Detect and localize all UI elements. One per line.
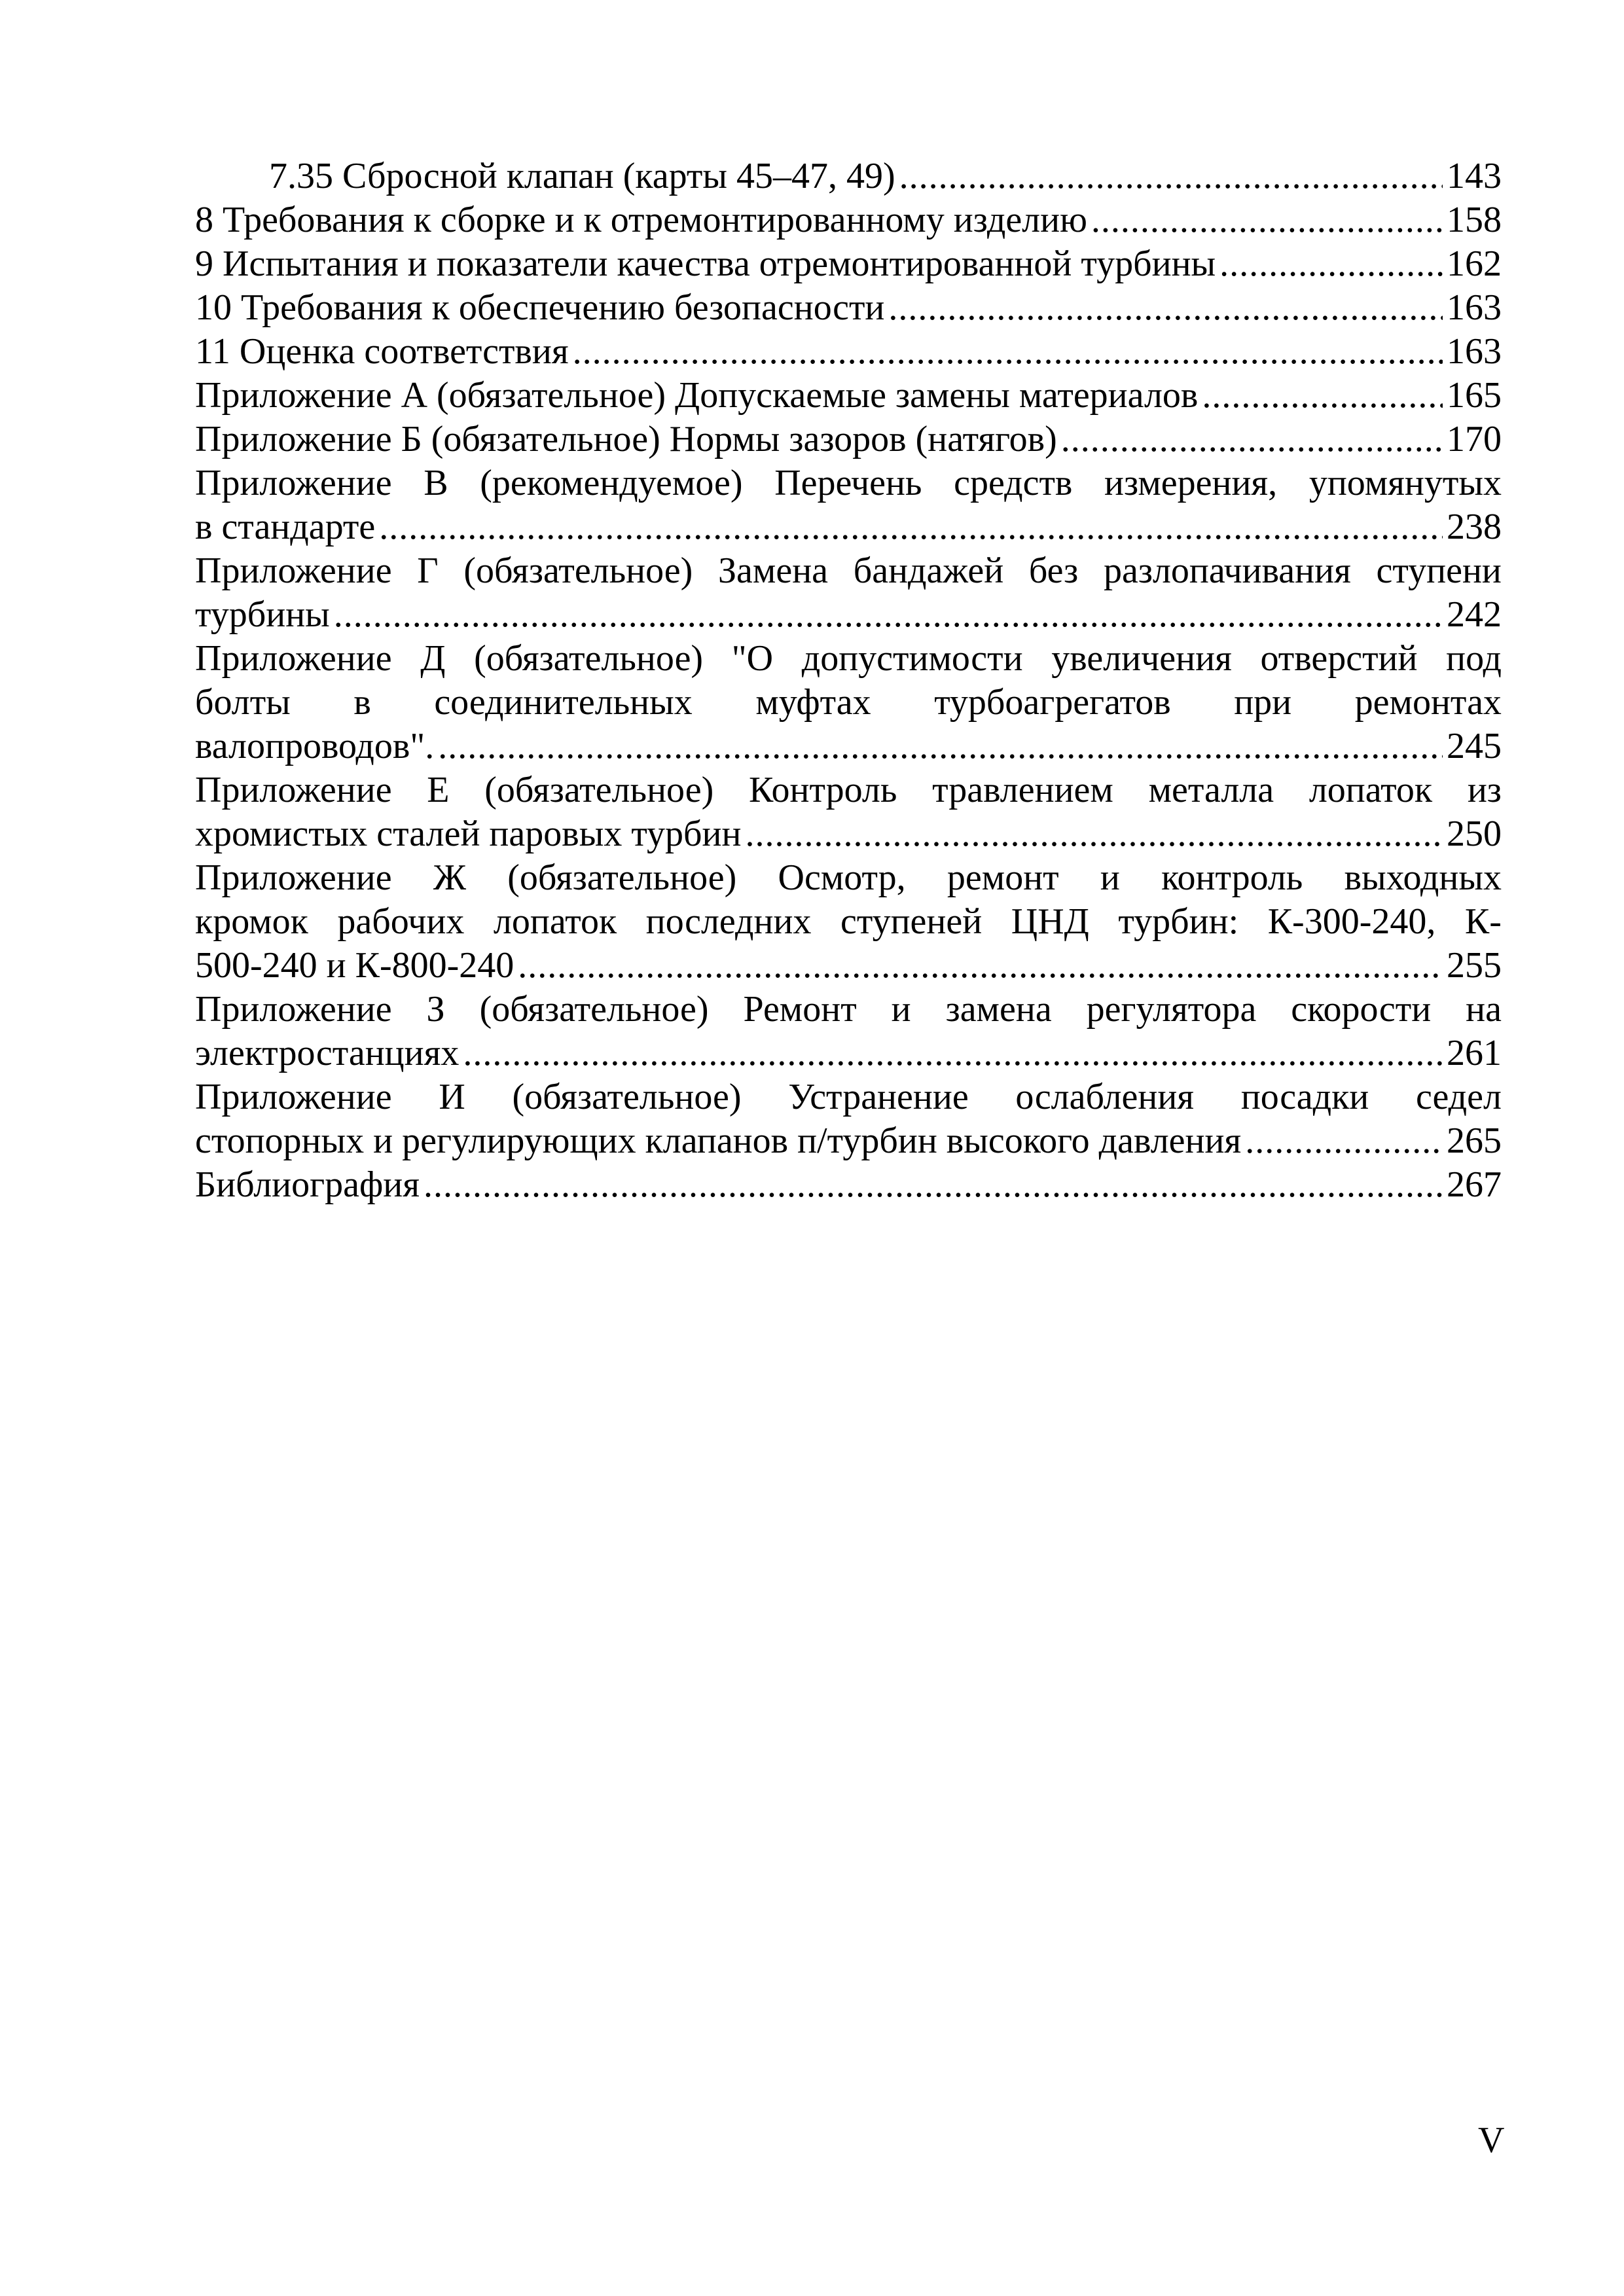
toc-entry-word: средств [954,463,1073,503]
toc-entry[interactable] [195,1075,1502,1163]
toc-entry-title: 9 Испытания и показатели качества отремонтированной турбины [195,243,1216,284]
toc-entry-word: на [1466,989,1502,1030]
toc-entry[interactable] [195,768,1502,856]
dot-leader [518,944,1443,988]
toc-entry-word: измерения, [1104,463,1278,503]
toc-entry-word: (обязательное) [474,638,704,679]
toc-entry-title: в стандарте [195,507,376,547]
toc-entry[interactable] [195,461,1502,549]
toc-entry-page-number: 250 [1447,814,1502,854]
toc-entry-word: ослабления [1015,1077,1195,1117]
toc-entry-line [195,944,1502,988]
toc-entry-title: 500-240 и К-800-240 [195,945,514,986]
toc-entry[interactable] [195,418,1502,461]
toc-entry[interactable] [195,330,1502,374]
toc-entry-page-number: 261 [1447,1033,1502,1073]
toc-entry-word: Ремонт [743,989,857,1030]
toc-entry-word: Приложение [195,770,392,810]
toc-entry-word: скорости [1291,989,1432,1030]
toc-entry-line [195,812,1502,856]
toc-entry-word: (обязательное) [463,550,693,591]
toc-entry-title: валопроводов". [195,726,435,766]
toc-entry-title: электростанциях [195,1033,460,1073]
toc-entry[interactable] [195,856,1502,988]
toc-entry[interactable] [195,1163,1502,1207]
toc-entry-page-number: 163 [1447,287,1502,328]
toc-entry-word: из [1467,770,1502,810]
toc-entry-word: (рекомендуемое) [480,463,743,503]
dot-leader [899,154,1443,198]
toc-entry-word: (обязательное) [507,857,737,898]
toc-entry-title: турбины [195,594,330,635]
dot-leader [1061,418,1443,461]
toc-entry-word: болты [195,682,291,723]
toc-entry-page-number: 245 [1447,726,1502,766]
toc-entry-word: Контроль [748,770,897,810]
toc-entry-word: Приложение [195,550,392,591]
toc-entry-word: лопаток [1308,770,1433,810]
toc-entry-word: муфтах [755,682,871,723]
dot-leader [1245,1119,1443,1163]
toc-entry-word: кромок [195,901,308,942]
toc-entry-word: допустимости [801,638,1023,679]
toc-entry-word: выходных [1344,857,1502,898]
dot-leader [1219,242,1443,286]
toc-entry-word: рабочих [337,901,465,942]
toc-entry-word: (обязательное) [479,989,709,1030]
dot-leader [379,505,1443,549]
toc-entry-line [195,1075,1502,1119]
toc-entry-word: под [1446,638,1502,679]
toc-entry[interactable] [195,286,1502,330]
toc-entry[interactable] [195,242,1502,286]
toc-entry-page-number: 255 [1447,945,1502,986]
toc-entry-title: 10 Требования к обеспечению безопасности [195,287,885,328]
toc-entry-page-number: 143 [1447,156,1502,196]
toc-entry-line [195,242,1502,286]
toc-entry-word: упомянутых [1308,463,1502,503]
toc-entry-word: контроль [1161,857,1303,898]
toc-entry-line [195,549,1502,593]
toc-entry-word: турбин: [1118,901,1239,942]
toc-entry-line [195,768,1502,812]
toc-entry-line [195,681,1502,725]
toc-entry-line [195,374,1502,418]
toc-entry-line [195,988,1502,1031]
toc-entry[interactable] [195,549,1502,637]
toc-entry-word: ступени [1376,550,1502,591]
toc-entry-word: турбоагрегатов [934,682,1171,723]
toc-entry-page-number: 267 [1447,1164,1502,1205]
toc-entry-word: В [424,463,448,503]
toc-entry-word: регулятора [1086,989,1257,1030]
toc-entry-word: и [1100,857,1120,898]
toc-entry-word: Д [420,638,446,679]
toc-entry-line [195,1031,1502,1075]
toc-entry-page-number: 265 [1447,1121,1502,1161]
toc-entry-word: К- [1464,901,1502,942]
dot-leader [573,330,1443,374]
toc-entry-word: Приложение [195,857,392,898]
toc-entry-word: седел [1416,1077,1502,1117]
toc-entry-line [195,461,1502,505]
toc-entry-page-number: 158 [1447,200,1502,240]
toc-entry-title: Библиография [195,1164,420,1205]
table-of-contents [195,154,1502,1207]
toc-entry-word: последних [645,901,812,942]
toc-entry-line [195,856,1502,900]
toc-entry[interactable] [195,637,1502,768]
toc-entry-word: металла [1148,770,1274,810]
toc-entry-word: ремонт [947,857,1059,898]
dot-leader [888,286,1443,330]
dot-leader [334,593,1443,637]
toc-entry-title: 8 Требования к сборке и к отремонтированному изделию [195,200,1087,240]
toc-entry-page-number: 163 [1447,331,1502,372]
toc-entry-word: травлением [932,770,1113,810]
toc-entry-title: Приложение Б (обязательное) Нормы зазоров (натягов) [195,419,1057,459]
toc-entry-line [195,418,1502,461]
toc-entry-line [195,198,1502,242]
toc-entry-page-number: 162 [1447,243,1502,284]
toc-entry[interactable] [195,154,1502,198]
toc-entry-word: Е [427,770,450,810]
toc-entry-word: разлопачивания [1103,550,1351,591]
toc-entry-line [195,1119,1502,1163]
toc-entry-title: хромистых сталей паровых турбин [195,814,742,854]
toc-entry-word: бандажей [853,550,1004,591]
dot-leader [424,1163,1443,1207]
dot-leader [463,1031,1443,1075]
toc-entry-word: Устранение [788,1077,969,1117]
toc-entry-word: ЦНД [1011,901,1089,942]
toc-entry-line [195,330,1502,374]
toc-entry-line [195,505,1502,549]
toc-entry-word: Приложение [195,463,392,503]
toc-entry-word: без [1028,550,1079,591]
toc-entry-line [195,725,1502,768]
toc-entry-word: Приложение [195,638,392,679]
toc-entry-word: при [1234,682,1292,723]
toc-entry-word: Перечень [774,463,922,503]
toc-entry-page-number: 242 [1447,594,1502,635]
toc-entry-line [195,154,1502,198]
toc-entry-title: стопорных и регулирующих клапанов п/турбин высокого давления [195,1121,1242,1161]
toc-entry-word: Осмотр, [778,857,906,898]
toc-entry-line [195,286,1502,330]
dot-leader [1202,374,1443,418]
toc-entry-word: ремонтах [1354,682,1502,723]
toc-entry-word: в [353,682,371,723]
toc-entry-word: ступеней [840,901,983,942]
toc-entry[interactable] [195,988,1502,1075]
toc-entry-word: З [426,989,445,1030]
toc-entry-line [195,637,1502,681]
toc-entry[interactable] [195,198,1502,242]
page-number: V [1478,2120,1505,2161]
toc-entry-word: "О [731,638,774,679]
toc-entry-line [195,1163,1502,1207]
toc-entry-word: соединительных [434,682,693,723]
toc-entry-word: Ж [433,857,466,898]
dot-leader [745,812,1443,856]
toc-entry-line [195,593,1502,637]
toc-entry-word: замена [945,989,1052,1030]
toc-entry-word: Приложение [195,989,392,1030]
toc-entry-word: отверстий [1260,638,1418,679]
toc-entry-word: и [891,989,911,1030]
toc-entry-page-number: 165 [1447,375,1502,416]
toc-entry-word: увеличения [1051,638,1232,679]
toc-entry-word: (обязательное) [484,770,714,810]
toc-entry-word: Г [417,550,439,591]
toc-entry-word: Замена [718,550,829,591]
toc-entry-title: 11 Оценка соответствия [195,331,569,372]
toc-entry-line [195,900,1502,944]
toc-entry-page-number: 238 [1447,507,1502,547]
toc-entry-word: И [439,1077,465,1117]
toc-entry-page-number: 170 [1447,419,1502,459]
toc-entry-title: 7.35 Сбросной клапан (карты 45–47, 49) [269,156,895,196]
toc-entry-title: Приложение А (обязательное) Допускаемые замены материалов [195,375,1199,416]
toc-entry-word: Приложение [195,1077,392,1117]
toc-entry-word: посадки [1240,1077,1369,1117]
dot-leader [438,725,1443,768]
toc-entry-word: К-300-240, [1267,901,1436,942]
dot-leader [1091,198,1443,242]
toc-entry-word: лопаток [493,901,617,942]
toc-entry-word: (обязательное) [512,1077,742,1117]
toc-entry[interactable] [195,374,1502,418]
